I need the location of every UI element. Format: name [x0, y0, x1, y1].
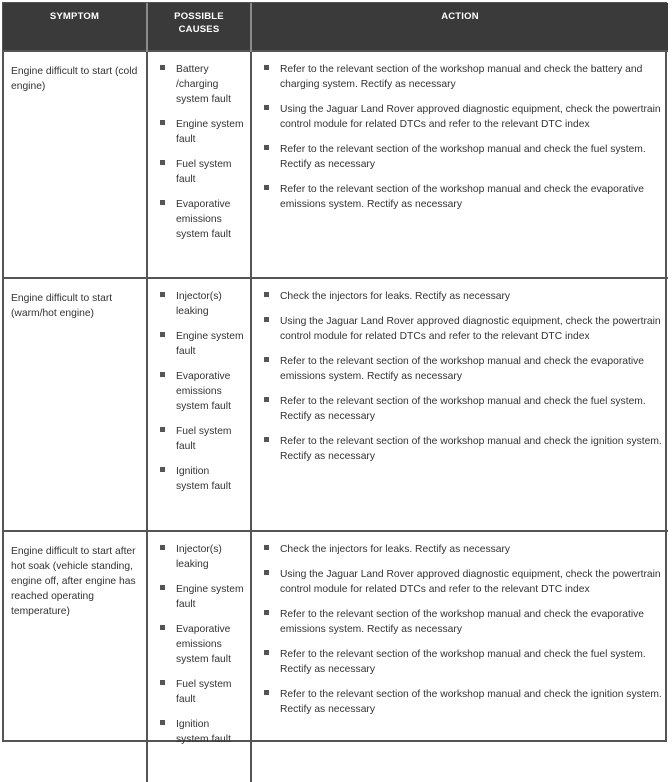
action-item: Check the injectors for leaks. Rectify as necessary — [264, 289, 662, 304]
header-causes-line1: POSSIBLE — [174, 11, 224, 22]
cause-item: Injector(s) leaking — [160, 289, 244, 319]
header-action: ACTION — [251, 3, 668, 51]
header-possible-causes — [147, 3, 251, 51]
cause-item: Engine system fault — [160, 329, 244, 359]
table-row — [3, 51, 668, 278]
causes-cell — [147, 51, 251, 278]
cause-item: Ignition system fault — [160, 464, 244, 494]
cause-item: Ignition system fault — [160, 717, 244, 747]
cause-item: Evaporative emissions system fault — [160, 197, 244, 242]
cause-item: Evaporative emissions system fault — [160, 622, 244, 667]
action-item: Refer to the relevant section of the workshop manual and check the fuel system. Rectify as necessary — [264, 647, 662, 677]
cause-item: Injector(s) leaking — [160, 542, 244, 572]
header-symptom: SYMPTOM — [3, 3, 147, 51]
actions-cell — [251, 531, 668, 782]
action-item: Refer to the relevant section of the workshop manual and check the fuel system. Rectify as necessary — [264, 394, 662, 424]
action-item: Refer to the relevant section of the workshop manual and check the evaporative emissions system. Rectify as necessary — [264, 354, 662, 384]
action-item: Using the Jaguar Land Rover approved diagnostic equipment, check the powertrain control module for related DTCs and refer to the relevant DTC index — [264, 567, 662, 597]
causes-cell — [147, 531, 251, 782]
action-item: Refer to the relevant section of the workshop manual and check the ignition system. Rectify as necessary — [264, 434, 662, 464]
cause-item: Engine system fault — [160, 582, 244, 612]
cause-item: Fuel system fault — [160, 677, 244, 707]
action-item: Refer to the relevant section of the workshop manual and check the ignition system. Rectify as necessary — [264, 687, 662, 717]
cause-item: Fuel system fault — [160, 157, 244, 187]
header-row — [3, 3, 668, 51]
actions-cell — [251, 278, 668, 531]
table-row — [3, 278, 668, 531]
action-item: Check the injectors for leaks. Rectify as necessary — [264, 542, 662, 557]
symptom-cell: Engine difficult to start (cold engine) — [3, 51, 147, 278]
symptom-cell: Engine difficult to start after hot soak (vehicle standing, engine off, after engine has reached operating temperature) — [3, 531, 147, 782]
table-row — [3, 531, 668, 782]
action-item: Refer to the relevant section of the workshop manual and check the evaporative emissions system. Rectify as necessary — [264, 182, 662, 212]
action-item: Refer to the relevant section of the workshop manual and check the fuel system. Rectify as necessary — [264, 142, 662, 172]
cause-item: Fuel system fault — [160, 424, 244, 454]
symptom-cell: Engine difficult to start (warm/hot engine) — [3, 278, 147, 531]
cause-item: Engine system fault — [160, 117, 244, 147]
action-item: Refer to the relevant section of the workshop manual and check the battery and charging system. Rectify as necessary — [264, 62, 662, 92]
header-causes-line2: CAUSES — [178, 24, 220, 35]
actions-cell — [251, 51, 668, 278]
action-item: Using the Jaguar Land Rover approved diagnostic equipment, check the powertrain control module for related DTCs and refer to the relevant DTC index — [264, 102, 662, 132]
action-item: Refer to the relevant section of the workshop manual and check the evaporative emissions system. Rectify as necessary — [264, 607, 662, 637]
causes-cell — [147, 278, 251, 531]
cause-item: Battery /charging system fault — [160, 62, 244, 107]
cause-item: Evaporative emissions system fault — [160, 369, 244, 414]
action-item: Using the Jaguar Land Rover approved diagnostic equipment, check the powertrain control module for related DTCs and refer to the relevant DTC index — [264, 314, 662, 344]
symptom-chart-table — [3, 3, 668, 782]
